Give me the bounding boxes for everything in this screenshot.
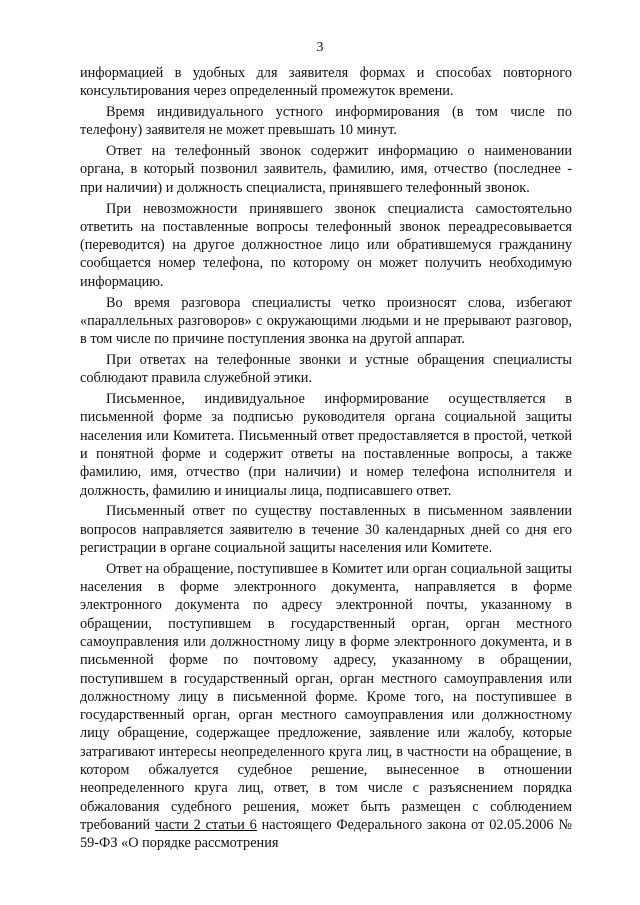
- paragraph-conversation-rules: Во время разговора специалисты четко произносят слова, избегают «параллельных разговоров» с окружающими людьми и не прерывают разговор, в том числе по причине поступления звонка на другой аппарат.: [80, 294, 572, 348]
- paragraph-electronic-answer: [80, 560, 572, 853]
- paragraph-written-answer-term: Письменный ответ по существу поставленных в письменном заявлении вопросов направляется заявителю в течение 30 календарных дней со дня его регистрации в органе социальной защиты населения или Комитете.: [80, 503, 572, 556]
- paragraph-ethics: При ответах на телефонные звонки и устные обращения специалисты соблюдают правила служебной этики.: [80, 351, 572, 387]
- paragraph-phone-answer: Ответ на телефонный звонок содержит информацию о наименовании органа, в который позвонил заявитель, фамилию, имя, отчество (последнее - при наличии) и должность специалиста, принявшего телефонный звонок.: [80, 143, 572, 196]
- paragraph-text-after-link: настоящего Федерального закона от 02.05.2006 № 59-ФЗ «О порядке рассмотрения: [80, 816, 573, 852]
- paragraph-text-before-link: Ответ на обращение, поступившее в Комитет или орган социальной защиты населения в форме электронного документа, направляется в форме электронного документа по адресу электронной почты, указанному в обращении, поступившем в государственный орган, орган местного самоуправления или должностному лицу в форме электронного документа, и в письменной форме по почтовому адресу, указанному в обращении, поступившем в государственный орган, орган местного самоуправления или должностному лицу в письменной форме. Кроме того, на поступившее в государственный орган, орган местного самоуправления или должностному лицу обращение, содержащее предложение, заявление или жалобу, которые затрагивают интересы неопределенного круга лиц, в частности на обращение, в котором обжалуется судебное решение, вынесенное в отношении неопределенного круга лиц, ответ, в том числе с разъяснением порядка обжалования судебного решения, может быть размещен с соблюдением требований: [80, 560, 572, 833]
- paragraph-continuation: информацией в удобных для заявителя формах и способах повторного консультирования через определенный промежуток времени.: [80, 65, 572, 100]
- paragraph-oral-info-time: Время индивидуального устного информирования (в том числе по телефону) заявителя не может превышать 10 минут.: [80, 104, 572, 139]
- page-number: 3: [316, 40, 324, 55]
- law-reference-link[interactable]: части 2 статьи 6: [155, 816, 257, 833]
- document-body: [80, 64, 572, 855]
- paragraph-written-info: Письменное, индивидуальное информирование осуществляется в письменной форме за подписью руководителя органа социальной защиты населения или Комитета. Письменный ответ предоставляется в простой, четкой и понятной форме и содержит ответы на поставленные вопросы, а также фамилию, имя, отчество (при наличии) и номер телефона исполнителя и должность, фамилию и инициалы лица, подписавшего ответ.: [80, 391, 572, 499]
- paragraph-call-redirect: При невозможности принявшего звонок специалиста самостоятельно ответить на поставленные вопросы телефонный звонок переадресовывается (переводится) на другое должностное лицо или обратившемуся гражданину сообщается номер телефона, по которому он может получить необходимую информацию.: [80, 200, 572, 290]
